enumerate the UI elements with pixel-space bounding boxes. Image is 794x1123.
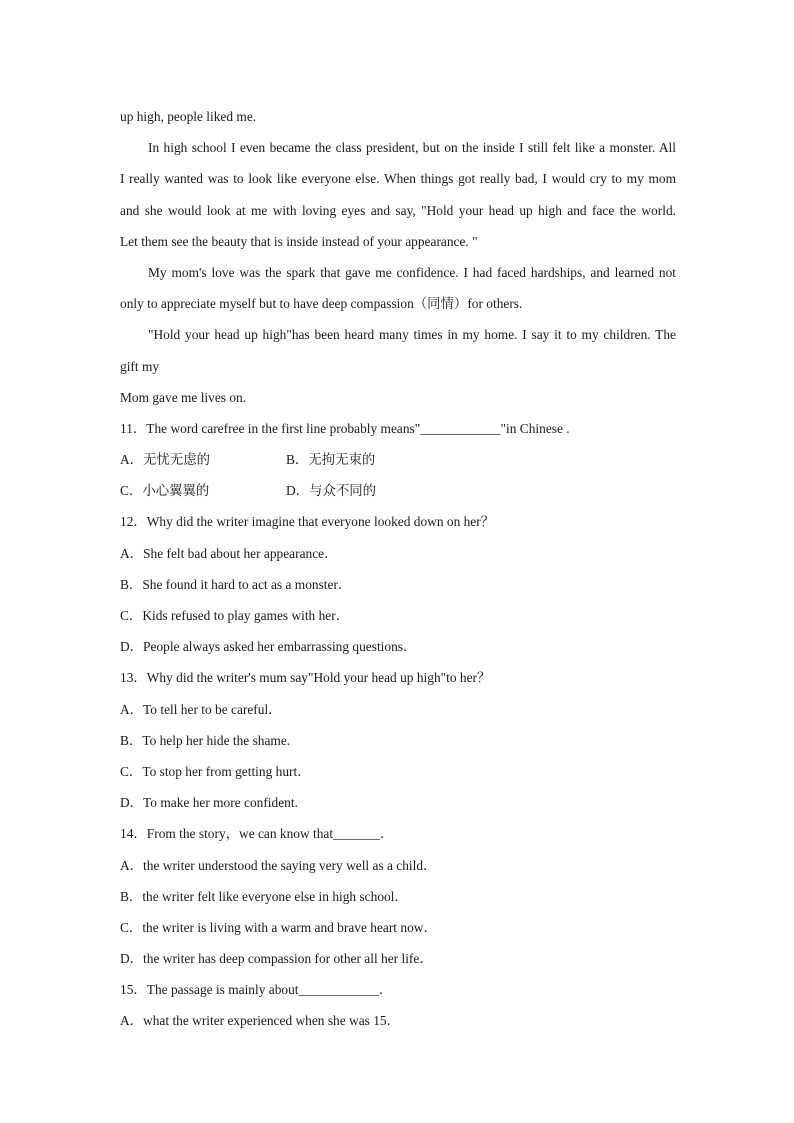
passage-line: up high, people liked me. <box>120 109 257 124</box>
question-13 <box>120 662 676 818</box>
option-c: C．To stop her from getting hurt． <box>120 763 311 779</box>
option-b: B．She found it hard to act as a monster． <box>120 576 352 592</box>
passage-line: only to appreciate myself but to have deep compassion（同情）for others. <box>120 296 523 312</box>
passage-line: In high school I even became the class president, but on the inside I still felt like a monster. All <box>148 140 676 156</box>
option-a: A．the writer understood the saying very well as a child． <box>120 857 437 873</box>
passage-line: "Hold your head up high"has been heard many times in my home. I say it to my children. The <box>148 327 676 343</box>
option-b: B．the writer felt like everyone else in high school． <box>120 888 408 904</box>
passage-line: Let them see the beauty that is inside instead of your appearance. " <box>120 233 478 249</box>
option-d: D．the writer has deep compassion for other all her life． <box>120 951 433 967</box>
option-b: B．To help her hide the shame. <box>120 732 291 748</box>
option-d: D．To make her more confident. <box>120 795 298 811</box>
option-a: A．what the writer experienced when she was 15． <box>120 1013 400 1029</box>
question-stem: 12．Why did the writer imagine that everyone looked down on her？ <box>120 514 495 530</box>
option-a: A．To tell her to be careful． <box>120 701 282 717</box>
option-d: D．与众不同的 <box>286 483 377 499</box>
passage-line: Mom gave me lives on. <box>120 389 247 405</box>
option-row <box>120 444 676 475</box>
option-c: C．小心翼翼的 <box>120 483 210 499</box>
question-stem: 14．From the story，we can know that_______． <box>120 826 394 842</box>
option-c: C．Kids refused to play games with her． <box>120 608 350 623</box>
passage-paragraph <box>120 132 676 257</box>
passage-line: gift my <box>120 358 160 374</box>
option-a: A．She felt bad about her appearance． <box>120 545 338 561</box>
question-stem: 13．Why did the writer's mum say"Hold your head up high"to her？ <box>120 670 491 686</box>
passage-line: I really wanted was to look like everyone else. When things got really bad, I would cry to my mom <box>120 171 676 187</box>
option-row <box>120 475 676 506</box>
question-stem: 15．The passage is mainly about____________． <box>120 982 393 998</box>
option-a: A．无忧无虑的 <box>120 452 211 468</box>
option-c: C．the writer is living with a warm and brave heart now． <box>120 919 437 935</box>
passage-paragraph <box>120 319 676 413</box>
question-stem: 11．The word carefree in the first line probably means"____________"in Chinese . <box>120 420 570 436</box>
question-11 <box>120 413 676 507</box>
document-body <box>120 101 676 1037</box>
question-15 <box>120 974 676 1036</box>
passage-line: My mom's love was the spark that gave me confidence. I had faced hardships, and learned not <box>148 264 676 280</box>
question-12 <box>120 506 676 662</box>
question-14 <box>120 818 676 974</box>
passage-paragraph <box>120 257 676 319</box>
option-b: B．无拘无束的 <box>286 452 376 468</box>
passage-line: and she would look at me with loving eyes and say, "Hold your head up high and face the world. <box>120 202 676 218</box>
option-d: D．People always asked her embarrassing questions． <box>120 639 417 655</box>
